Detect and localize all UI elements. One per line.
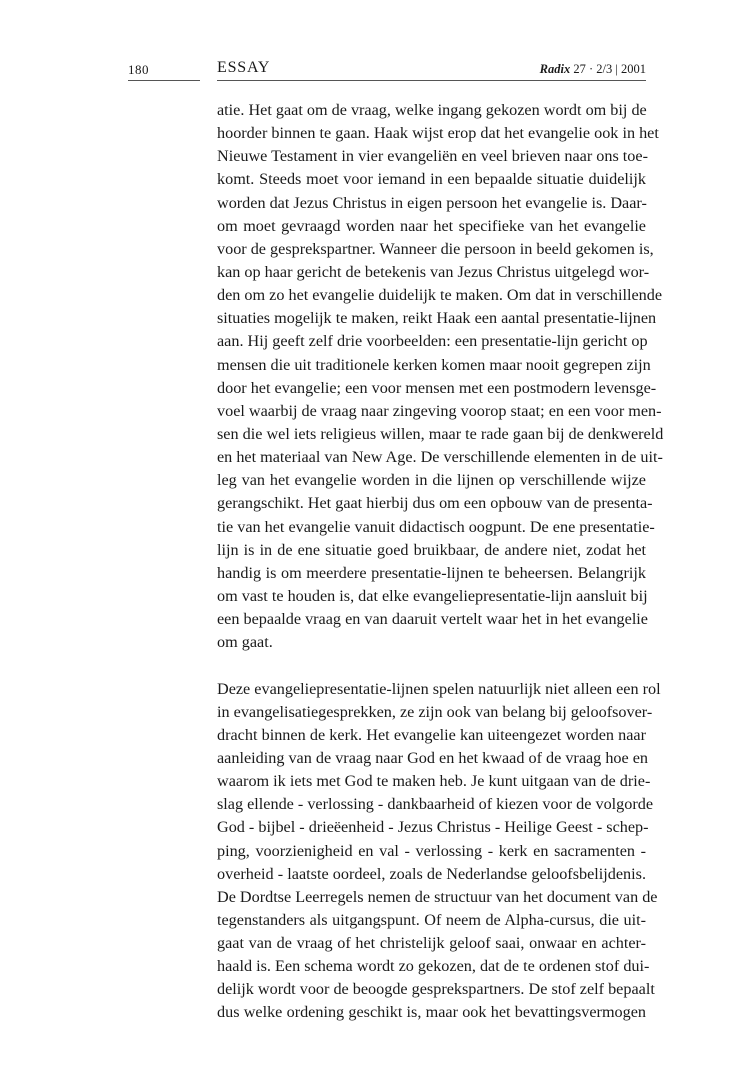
text-line: voel waarbij de vraag naar zingeving voorop staat; en een voor men- — [217, 401, 662, 420]
text-line: een bepaalde vraag en van daaruit vertelt waar het in het evangelie — [217, 610, 648, 629]
text-line: De Dordtse Leerregels nemen de structuur van het document van de — [217, 887, 658, 906]
text-line: tie van het evangelie vanuit didactisch oogpunt. De ene presentatie- — [217, 517, 655, 536]
header-rule — [217, 80, 646, 81]
text-line: slag ellende - verlossing - dankbaarheid of kiezen voor de volgorde — [217, 795, 654, 814]
text-line: handig is om meerdere presentatie-lijnen te beheersen. Belangrijk — [217, 563, 646, 582]
text-line: worden dat Jezus Christus in eigen persoon het evangelie is. Daar- — [217, 193, 647, 212]
body-text — [217, 99, 664, 1025]
text-line: aanleiding van de vraag naar God en het kwaad of de vraag hoe en — [217, 748, 649, 767]
text-line: God - bijbel - drieëenheid - Jezus Christus - Heilige Geest - schep- — [217, 818, 649, 837]
text-line: kan op haar gericht de betekenis van Jezus Christus uitgelegd wor- — [217, 262, 650, 281]
text-line: Nieuwe Testament in vier evangeliën en veel brieven naar ons toe- — [217, 147, 648, 166]
text-line: situaties mogelijk te maken, reikt Haak een aantal presentatie-lijnen — [217, 309, 657, 328]
text-line: gaat van de vraag of het christelijk geloof saai, onwaar en achter- — [217, 934, 646, 953]
paragraph — [217, 678, 661, 1025]
text-line: Deze evangeliepresentatie-lijnen spelen natuurlijk niet alleen een rol — [217, 679, 661, 698]
text-line: ping, voorzienigheid en val - verlossing - kerk en sacramenten - — [217, 841, 646, 860]
journal-citation — [540, 62, 646, 77]
text-line: dus welke ordening geschikt is, maar ook het bevattingsvermogen — [217, 1003, 646, 1022]
text-line: waarom ik iets met God te maken heb. Je kunt uitgaan van de drie- — [217, 772, 651, 791]
text-line: en het materiaal van New Age. De verschillende elementen in de uit- — [217, 448, 663, 467]
text-line: haald is. Een schema wordt zo gekozen, dat de te ordenen stof dui- — [217, 957, 650, 976]
text-line: hoorder binnen te gaan. Haak wijst erop dat het evangelie ook in het — [217, 124, 659, 143]
journal-issue: 27 · 2/3 | 2001 — [573, 62, 646, 76]
journal-name: Radix — [539, 62, 571, 76]
text-line: overheid - laatste oordeel, zoals de Nederlandse geloofsbelijdenis. — [217, 864, 646, 883]
section-label: ESSAY — [217, 59, 271, 76]
text-line: in evangelisatiegesprekken, ze zijn ook van belang bij geloofsover- — [217, 702, 653, 721]
paragraph-gap — [217, 654, 646, 677]
text-line: om gaat. — [217, 633, 273, 652]
text-line: om moet gevraagd worden naar het specifieke van het evangelie — [217, 216, 646, 235]
text-line: den om zo het evangelie duidelijk te maken. Om dat in verschillende — [217, 286, 663, 305]
text-line: dracht binnen de kerk. Het evangelie kan uiteengezet worden naar — [217, 725, 646, 744]
header-rule-left — [128, 80, 200, 81]
text-line: mensen die uit traditionele kerken komen maar nooit gegrepen zijn — [217, 355, 651, 374]
text-line: komt. Steeds moet voor iemand in een bepaalde situatie duidelijk — [217, 170, 646, 189]
text-line: sen die wel iets religieus willen, maar te rade gaan bij de denkwereld — [217, 424, 664, 443]
text-line: lijn is in de ene situatie goed bruikbaar, de andere niet, zodat het — [217, 540, 646, 559]
page-number: 180 — [128, 62, 149, 77]
text-line: tegenstanders als uitgangspunt. Of neem de Alpha-cursus, die uit- — [217, 910, 646, 929]
text-line: atie. Het gaat om de vraag, welke ingang gekozen wordt om bij de — [217, 101, 647, 119]
text-line: gerangschikt. Het gaat hierbij dus om een opbouw van de presenta- — [217, 494, 653, 513]
text-line: aan. Hij geeft zelf drie voorbeelden: een presentatie-lijn gericht op — [217, 332, 648, 351]
paragraph — [217, 99, 664, 654]
text-line: delijk wordt voor de beoogde gesprekspartners. De stof zelf bepaalt — [217, 980, 655, 999]
text-line: voor de gesprekspartner. Wanneer die persoon in beeld gekomen is, — [217, 239, 654, 258]
text-line: leg van het evangelie worden in die lijnen op verschillende wijze — [217, 471, 646, 490]
text-line: door het evangelie; een voor mensen met een postmodern levensge- — [217, 378, 657, 397]
running-header — [0, 0, 738, 90]
text-line: om vast te houden is, dat elke evangeliepresentatie-lijn aansluit bij — [217, 586, 648, 605]
